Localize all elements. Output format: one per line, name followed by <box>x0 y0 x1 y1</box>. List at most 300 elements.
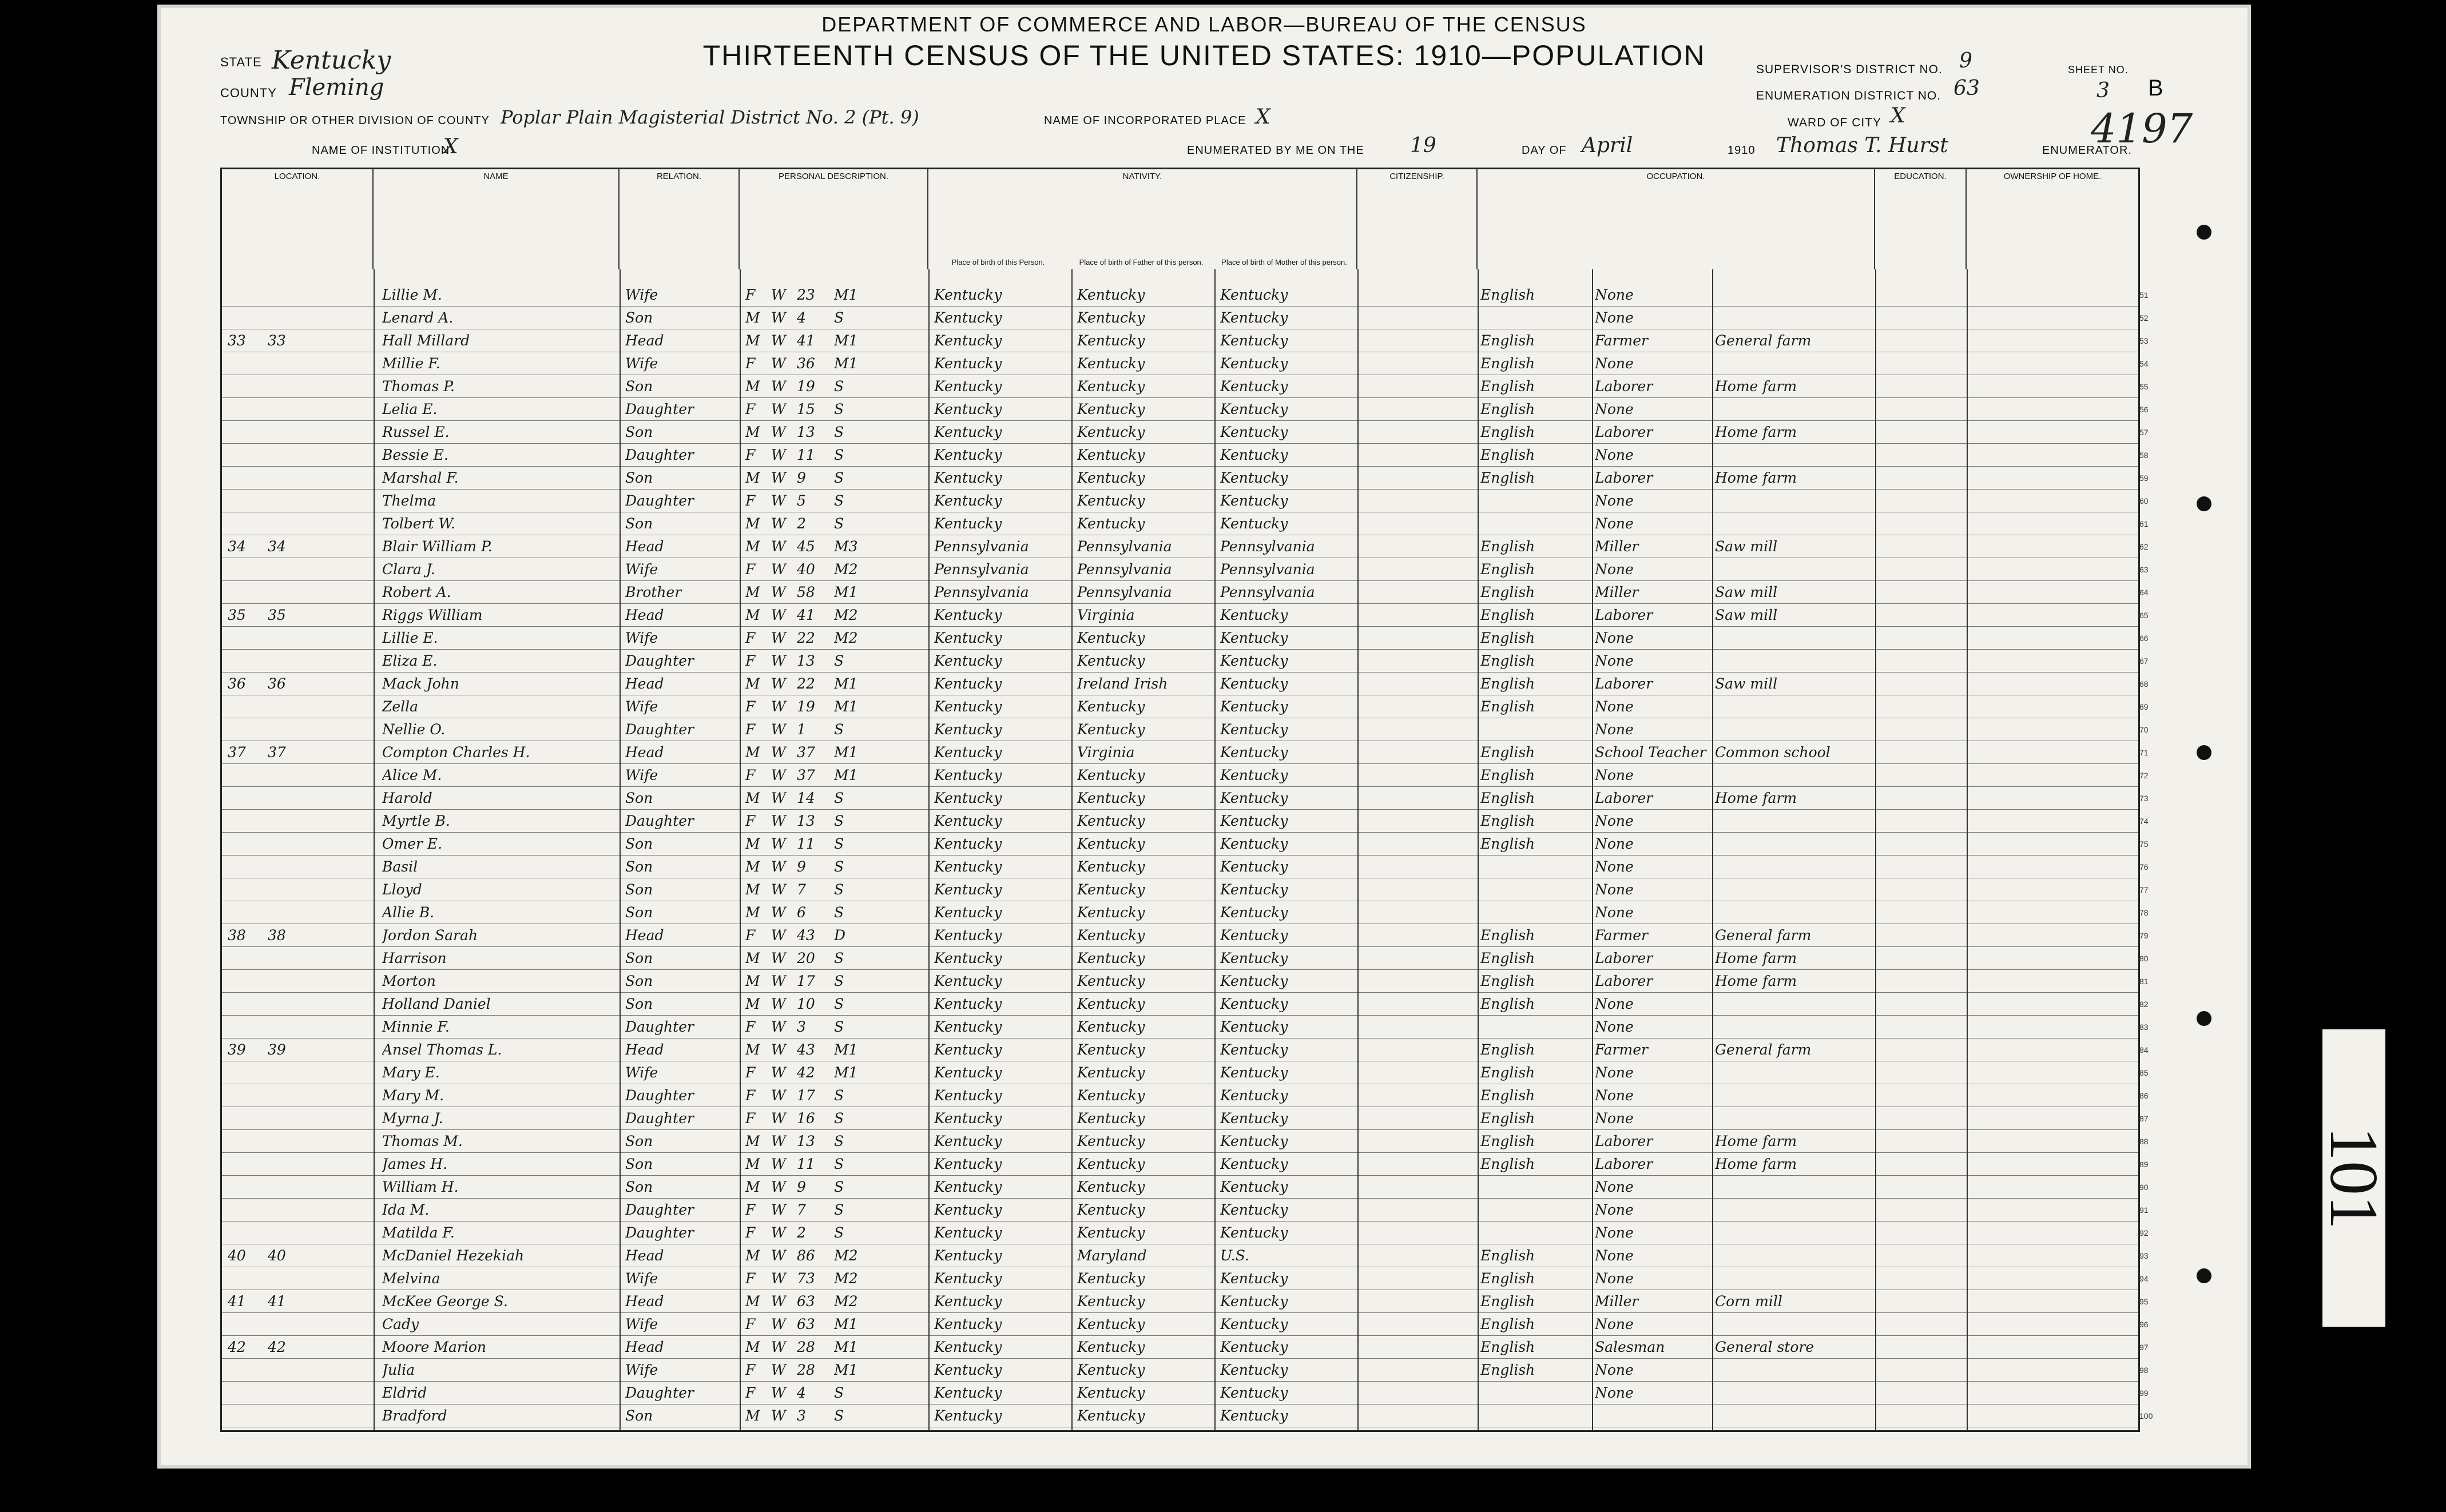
race-cell: W <box>771 698 786 715</box>
mother-birthplace-cell: Kentucky <box>1220 927 1288 944</box>
birthplace-cell: Kentucky <box>934 1339 1002 1355</box>
occupation-cell: Laborer <box>1595 950 1653 966</box>
occupation-cell: None <box>1595 630 1634 646</box>
relation-cell: Daughter <box>625 721 694 738</box>
dwelling-number-cell: 36 <box>228 675 246 692</box>
line-number: 63 <box>2139 565 2149 574</box>
family-number-cell <box>268 1176 302 1199</box>
mother-birthplace-cell: Kentucky <box>1220 630 1288 646</box>
occupation-cell: Laborer <box>1595 1133 1653 1149</box>
family-number-cell <box>268 444 302 467</box>
person-name-cell: Robert A. <box>382 584 451 600</box>
language-cell: English <box>1480 584 1535 600</box>
line-number: 71 <box>2139 748 2149 757</box>
relation-cell: Son <box>625 790 653 806</box>
person-name-cell: Morton <box>382 973 436 989</box>
line-number: 100 <box>2139 1411 2153 1421</box>
language-cell: English <box>1480 996 1535 1012</box>
industry-cell: Home farm <box>1715 950 1797 966</box>
header-name-label: NAME <box>483 172 509 181</box>
family-number-cell <box>268 1199 302 1221</box>
dwelling-number-cell: 40 <box>228 1247 246 1264</box>
person-name-cell: Eldrid <box>382 1384 427 1401</box>
father-birthplace-cell: Kentucky <box>1077 1224 1145 1241</box>
table-row <box>222 924 2149 947</box>
enumerator-name: Thomas T. Hurst <box>1776 134 1948 157</box>
person-name-cell: Myrtle B. <box>382 813 450 829</box>
language-cell <box>1480 718 1589 741</box>
line-number: 82 <box>2139 1000 2149 1009</box>
line-number: 52 <box>2139 313 2149 323</box>
ward-value: X <box>1891 104 1905 128</box>
age-cell: 63 <box>797 1293 815 1310</box>
birthplace-cell: Kentucky <box>934 996 1002 1012</box>
age-cell: 2 <box>797 1224 806 1241</box>
relation-cell: Son <box>625 515 653 532</box>
occupation-cell: None <box>1595 1224 1634 1241</box>
industry-cell: Home farm <box>1715 790 1797 806</box>
marital-status-cell: S <box>834 1201 844 1218</box>
table-row <box>222 718 2149 741</box>
race-cell: W <box>771 1224 786 1241</box>
table-row <box>222 1382 2149 1404</box>
industry-cell: Home farm <box>1715 1156 1797 1172</box>
mother-birthplace-cell: Kentucky <box>1220 492 1288 509</box>
column-rule <box>740 269 741 1430</box>
industry-cell <box>1715 1107 1875 1130</box>
sex-cell: M <box>745 515 760 532</box>
marital-status-cell: S <box>834 1179 844 1195</box>
header-citizenship-label: CITIZENSHIP. <box>1389 172 1444 181</box>
dwelling-number-cell <box>228 1404 262 1427</box>
person-name-cell: Russel E. <box>382 424 450 440</box>
sheet-side: B <box>2148 75 2163 101</box>
family-number-cell <box>268 1153 302 1176</box>
person-name-cell: William H. <box>382 1179 459 1195</box>
birthplace-cell: Kentucky <box>934 881 1002 898</box>
language-cell <box>1480 1016 1589 1038</box>
industry-cell <box>1715 1061 1875 1084</box>
person-name-cell: Lillie E. <box>382 630 438 646</box>
mother-birthplace-cell: Kentucky <box>1220 332 1288 349</box>
table-row <box>222 947 2149 970</box>
age-cell: 10 <box>797 996 815 1012</box>
mother-birthplace-cell: Kentucky <box>1220 790 1288 806</box>
father-birthplace-cell: Kentucky <box>1077 1270 1145 1287</box>
sex-cell: M <box>745 1293 760 1310</box>
industry-cell <box>1715 284 1875 307</box>
relation-cell: Head <box>625 538 664 555</box>
industry-cell <box>1715 512 1875 535</box>
dwelling-number-cell <box>228 787 262 810</box>
occupation-cell: None <box>1595 1362 1634 1378</box>
incorporated-value: X <box>1256 105 1270 129</box>
race-cell: W <box>771 1179 786 1195</box>
occupation-cell: Laborer <box>1595 378 1653 395</box>
relation-cell: Head <box>625 1293 664 1310</box>
person-name-cell: Nellie O. <box>382 721 446 738</box>
table-row <box>222 329 2149 352</box>
age-cell: 9 <box>797 469 806 486</box>
table-row <box>222 581 2149 604</box>
mother-birthplace-cell: Kentucky <box>1220 1316 1288 1332</box>
marital-status-cell: M2 <box>834 630 858 646</box>
column-rule <box>928 269 930 1430</box>
industry-cell <box>1715 490 1875 512</box>
table-row <box>222 901 2149 924</box>
birthplace-cell: Kentucky <box>934 835 1002 852</box>
person-name-cell: Matilda F. <box>382 1224 455 1241</box>
father-birthplace-cell: Kentucky <box>1077 1133 1145 1149</box>
marital-status-cell: S <box>834 1087 844 1104</box>
birthplace-cell: Kentucky <box>934 675 1002 692</box>
father-birthplace-cell: Kentucky <box>1077 1041 1145 1058</box>
relation-cell: Daughter <box>625 1224 694 1241</box>
sex-cell: M <box>745 904 760 921</box>
person-name-cell: Lelia E. <box>382 401 438 417</box>
sex-cell: M <box>745 469 760 486</box>
industry-cell <box>1715 444 1875 467</box>
nativity-person-label: Place of birth of this Person. <box>951 258 1045 267</box>
line-number: 64 <box>2139 588 2149 597</box>
nativity-father-label: Place of birth of Father of this person. <box>1079 258 1204 267</box>
table-row <box>222 352 2149 375</box>
mother-birthplace-cell: Kentucky <box>1220 447 1288 463</box>
marital-status-cell: M1 <box>834 1362 858 1378</box>
marital-status-cell: S <box>834 813 844 829</box>
occupation-cell: Miller <box>1595 538 1639 555</box>
age-cell: 20 <box>797 950 815 966</box>
occupation-cell: Salesman <box>1595 1339 1665 1355</box>
sex-cell: F <box>745 1064 756 1081</box>
age-cell: 23 <box>797 287 815 303</box>
nativity-mother-label: Place of birth of Mother of this person. <box>1221 258 1347 267</box>
industry-cell <box>1715 307 1875 329</box>
race-cell: W <box>771 835 786 852</box>
father-birthplace-cell: Kentucky <box>1077 904 1145 921</box>
table-row <box>222 650 2149 673</box>
header-citizenship <box>1357 169 1478 269</box>
marital-status-cell: S <box>834 1133 844 1149</box>
race-cell: W <box>771 378 786 395</box>
table-row <box>222 993 2149 1016</box>
race-cell: W <box>771 355 786 372</box>
family-number-cell: 42 <box>268 1339 286 1355</box>
family-number-cell <box>268 467 302 490</box>
industry-cell <box>1715 695 1875 718</box>
occupation-cell: Laborer <box>1595 973 1653 989</box>
birthplace-cell: Kentucky <box>934 401 1002 417</box>
sex-cell: M <box>745 332 760 349</box>
marital-status-cell: M1 <box>834 355 858 372</box>
table-row <box>222 398 2149 421</box>
relation-cell: Son <box>625 904 653 921</box>
mother-birthplace-cell: Kentucky <box>1220 1133 1288 1149</box>
relation-cell: Wife <box>625 355 658 372</box>
line-number: 94 <box>2139 1274 2149 1283</box>
race-cell: W <box>771 561 786 578</box>
birthplace-cell: Kentucky <box>934 1087 1002 1104</box>
birthplace-cell: Kentucky <box>934 950 1002 966</box>
mother-birthplace-cell: Kentucky <box>1220 1362 1288 1378</box>
relation-cell: Son <box>625 1407 653 1424</box>
industry-cell <box>1715 1313 1875 1336</box>
person-name-cell: Ida M. <box>382 1201 430 1218</box>
sex-cell: M <box>745 538 760 555</box>
header-education <box>1875 169 1967 269</box>
relation-cell: Head <box>625 675 664 692</box>
relation-cell: Daughter <box>625 447 694 463</box>
column-rule <box>1071 269 1073 1430</box>
table-row <box>222 1199 2149 1221</box>
line-number: 89 <box>2139 1160 2149 1169</box>
relation-cell: Daughter <box>625 492 694 509</box>
marital-status-cell: M1 <box>834 287 858 303</box>
line-number: 60 <box>2139 496 2149 506</box>
father-birthplace-cell: Kentucky <box>1077 835 1145 852</box>
industry-cell <box>1715 1267 1875 1290</box>
birthplace-cell: Kentucky <box>934 1133 1002 1149</box>
county-value: Fleming <box>289 74 384 101</box>
relation-cell: Daughter <box>625 1018 694 1035</box>
mother-birthplace-cell: Kentucky <box>1220 675 1288 692</box>
industry-cell: General store <box>1715 1339 1814 1355</box>
line-number: 76 <box>2139 862 2149 872</box>
father-birthplace-cell: Kentucky <box>1077 1018 1145 1035</box>
line-number: 72 <box>2139 771 2149 780</box>
month-value: April <box>1582 134 1633 157</box>
race-cell: W <box>771 447 786 463</box>
sex-cell: M <box>745 424 760 440</box>
family-number-cell <box>268 833 302 856</box>
language-cell: English <box>1480 1293 1535 1310</box>
occupation-cell: None <box>1595 515 1634 532</box>
family-number-cell <box>268 856 302 878</box>
industry-cell: Saw mill <box>1715 607 1778 623</box>
table-row <box>222 1107 2149 1130</box>
race-cell: W <box>771 950 786 966</box>
family-number-cell <box>268 352 302 375</box>
dwelling-number-cell <box>228 1359 262 1382</box>
relation-cell: Daughter <box>625 1087 694 1104</box>
stamp-number: 4197 <box>2091 105 2193 152</box>
relation-cell: Son <box>625 1156 653 1172</box>
race-cell: W <box>771 1018 786 1035</box>
person-name-cell: Harold <box>382 790 432 806</box>
occupation-cell: None <box>1595 835 1634 852</box>
mother-birthplace-cell: Kentucky <box>1220 904 1288 921</box>
sex-cell: F <box>745 287 756 303</box>
sex-cell: F <box>745 652 756 669</box>
race-cell: W <box>771 767 786 783</box>
industry-cell: Home farm <box>1715 973 1797 989</box>
marital-status-cell: S <box>834 378 844 395</box>
dwelling-number-cell <box>228 307 262 329</box>
industry-cell: Saw mill <box>1715 538 1778 555</box>
race-cell: W <box>771 881 786 898</box>
dwelling-number-cell <box>228 627 262 650</box>
age-cell: 17 <box>797 973 815 989</box>
sex-cell: M <box>745 790 760 806</box>
age-cell: 58 <box>797 584 815 600</box>
header-nativity-label: NATIVITY. <box>1122 172 1162 181</box>
industry-cell <box>1715 810 1875 833</box>
age-cell: 9 <box>797 858 806 875</box>
line-number: 66 <box>2139 634 2149 643</box>
industry-cell <box>1715 558 1875 581</box>
sex-cell: M <box>745 950 760 966</box>
dwelling-number-cell <box>228 1153 262 1176</box>
sex-cell: F <box>745 927 756 944</box>
language-cell <box>1480 1221 1589 1244</box>
race-cell: W <box>771 1270 786 1287</box>
father-birthplace-cell: Kentucky <box>1077 1362 1145 1378</box>
table-row <box>222 1313 2149 1336</box>
sex-cell: M <box>745 1156 760 1172</box>
age-cell: 40 <box>797 561 815 578</box>
industry-cell <box>1715 993 1875 1016</box>
marital-status-cell: S <box>834 790 844 806</box>
dwelling-number-cell <box>228 1130 262 1153</box>
language-cell: English <box>1480 447 1535 463</box>
occupation-cell <box>1595 1404 1709 1427</box>
family-number-cell <box>268 512 302 535</box>
township-label: TOWNSHIP OR OTHER DIVISION OF COUNTY <box>220 114 490 127</box>
person-name-cell: Allie B. <box>382 904 435 921</box>
table-row <box>222 1359 2149 1382</box>
punch-hole <box>2197 225 2211 240</box>
father-birthplace-cell: Kentucky <box>1077 813 1145 829</box>
occupation-cell: None <box>1595 1179 1634 1195</box>
relation-cell: Head <box>625 927 664 944</box>
birthplace-cell: Kentucky <box>934 1201 1002 1218</box>
marital-status-cell: S <box>834 1156 844 1172</box>
person-name-cell: Compton Charles H. <box>382 744 530 761</box>
marital-status-cell: M1 <box>834 675 858 692</box>
family-number-cell <box>268 878 302 901</box>
line-number: 86 <box>2139 1091 2149 1100</box>
occupation-cell: None <box>1595 1064 1634 1081</box>
race-cell: W <box>771 1384 786 1401</box>
birthplace-cell: Kentucky <box>934 1293 1002 1310</box>
line-number: 68 <box>2139 679 2149 689</box>
line-number: 74 <box>2139 817 2149 826</box>
father-birthplace-cell: Kentucky <box>1077 881 1145 898</box>
marital-status-cell: S <box>834 858 844 875</box>
marital-status-cell: M1 <box>834 698 858 715</box>
sex-cell: F <box>745 721 756 738</box>
sex-cell: M <box>745 1179 760 1195</box>
relation-cell: Head <box>625 744 664 761</box>
person-name-cell: Hall Millard <box>382 332 470 349</box>
father-birthplace-cell: Kentucky <box>1077 1087 1145 1104</box>
race-cell: W <box>771 721 786 738</box>
table-row <box>222 1153 2149 1176</box>
age-cell: 22 <box>797 675 815 692</box>
race-cell: W <box>771 332 786 349</box>
line-number: 58 <box>2139 451 2149 460</box>
table-row <box>222 535 2149 558</box>
industry-cell: General farm <box>1715 332 1812 349</box>
relation-cell: Son <box>625 378 653 395</box>
father-birthplace-cell: Kentucky <box>1077 996 1145 1012</box>
person-name-cell: Cady <box>382 1316 419 1332</box>
father-birthplace-cell: Pennsylvania <box>1077 561 1172 578</box>
race-cell: W <box>771 424 786 440</box>
line-number: 73 <box>2139 794 2149 803</box>
dwelling-number-cell <box>228 650 262 673</box>
relation-cell: Head <box>625 1041 664 1058</box>
dwelling-number-cell <box>228 512 262 535</box>
relation-cell: Son <box>625 1179 653 1195</box>
language-cell: English <box>1480 607 1535 623</box>
language-cell: English <box>1480 401 1535 417</box>
dwelling-number-cell <box>228 833 262 856</box>
sex-cell: F <box>745 492 756 509</box>
table-row <box>222 1221 2149 1244</box>
column-rule <box>1592 269 1593 1430</box>
mother-birthplace-cell: Kentucky <box>1220 1224 1288 1241</box>
table-row <box>222 627 2149 650</box>
age-cell: 86 <box>797 1247 815 1264</box>
dwelling-number-cell: 39 <box>228 1041 246 1058</box>
sex-cell: M <box>745 1339 760 1355</box>
line-number: 57 <box>2139 428 2149 437</box>
father-birthplace-cell: Kentucky <box>1077 1064 1145 1081</box>
industry-cell <box>1715 856 1875 878</box>
race-cell: W <box>771 584 786 600</box>
father-birthplace-cell: Kentucky <box>1077 355 1145 372</box>
marital-status-cell: S <box>834 1110 844 1127</box>
race-cell: W <box>771 973 786 989</box>
language-cell: English <box>1480 1087 1535 1104</box>
relation-cell: Wife <box>625 1316 658 1332</box>
sex-cell: M <box>745 1041 760 1058</box>
dwelling-number-cell: 37 <box>228 744 246 761</box>
dwelling-number-cell <box>228 1382 262 1404</box>
age-cell: 36 <box>797 355 815 372</box>
language-cell: English <box>1480 538 1535 555</box>
industry-cell <box>1715 901 1875 924</box>
line-number: 77 <box>2139 885 2149 894</box>
column-rule <box>1967 269 1968 1430</box>
father-birthplace-cell: Pennsylvania <box>1077 584 1172 600</box>
family-number-cell <box>268 650 302 673</box>
mother-birthplace-cell: Kentucky <box>1220 515 1288 532</box>
dwelling-number-cell <box>228 375 262 398</box>
language-cell: English <box>1480 1362 1535 1378</box>
sex-cell: F <box>745 401 756 417</box>
institution-value: X <box>443 135 458 158</box>
family-number-cell: 40 <box>268 1247 286 1264</box>
occupation-cell: None <box>1595 401 1634 417</box>
age-cell: 13 <box>797 813 815 829</box>
line-number: 84 <box>2139 1045 2149 1055</box>
relation-cell: Wife <box>625 1270 658 1287</box>
family-number-cell <box>268 1359 302 1382</box>
mother-birthplace-cell: Kentucky <box>1220 835 1288 852</box>
line-number: 65 <box>2139 611 2149 620</box>
dwelling-number-cell <box>228 398 262 421</box>
line-number: 97 <box>2139 1343 2149 1352</box>
person-name-cell: Thomas P. <box>382 378 455 395</box>
relation-cell: Head <box>625 607 664 623</box>
dwelling-number-cell <box>228 970 262 993</box>
line-number: 95 <box>2139 1297 2149 1306</box>
person-name-cell: Zella <box>382 698 419 715</box>
table-row <box>222 741 2149 764</box>
dwelling-number-cell <box>228 856 262 878</box>
